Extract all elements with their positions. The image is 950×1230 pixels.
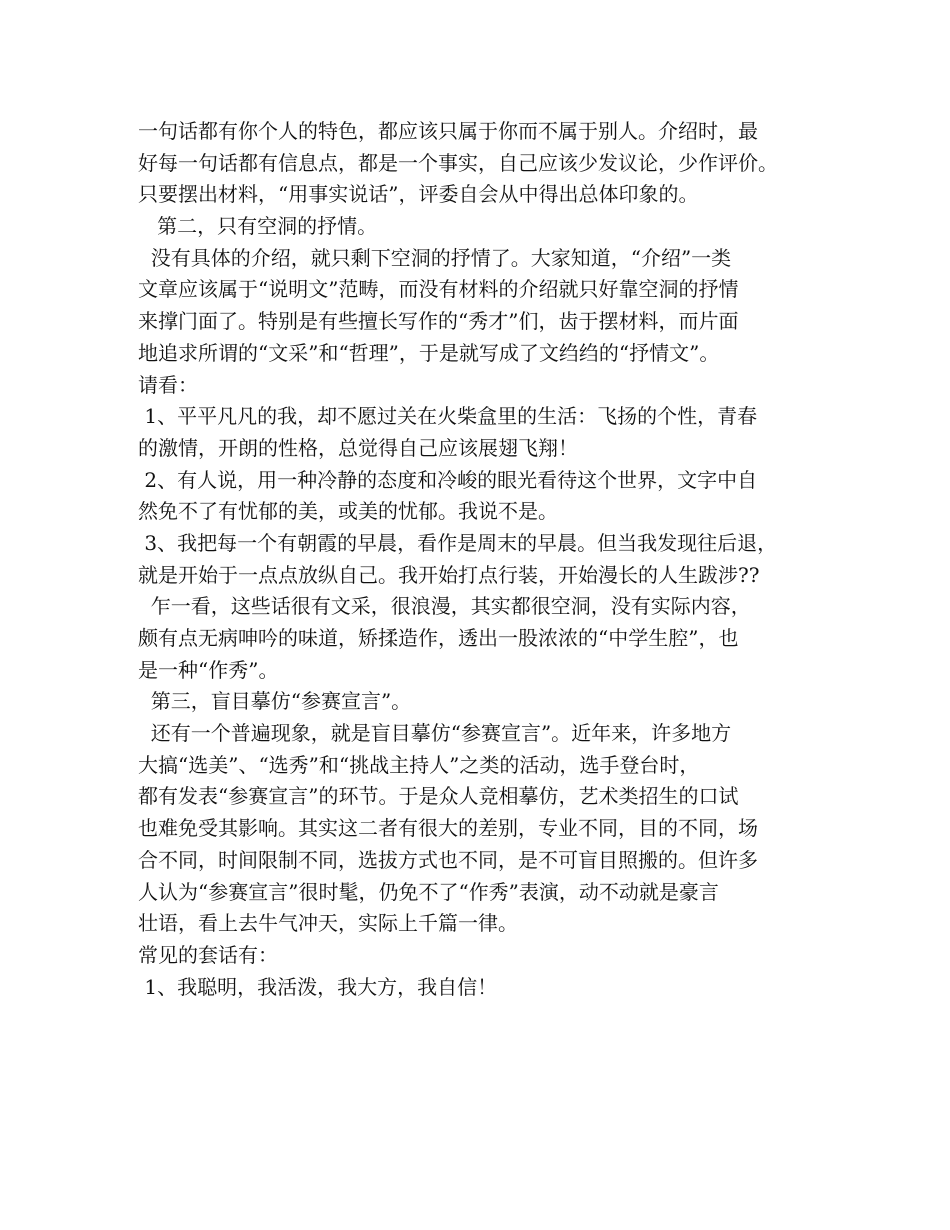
text-line: 只要摆出材料，“用事实说话”，评委自会从中得出总体印象的。	[138, 182, 699, 207]
text-line: 然免不了有忧郁的美，或美的忧郁。我说不是。	[138, 499, 558, 524]
section-heading: 第三，盲目摹仿“参赛宣言”。	[138, 689, 412, 714]
text-line: 文章应该属于“说明文”范畴，而没有材料的介绍就只好靠空洞的抒情	[138, 277, 739, 302]
text-line: 好每一句话都有信息点，都是一个事实，自己应该少发议论，少作评价。	[138, 150, 778, 175]
section-heading: 第二，只有空洞的抒情。	[138, 214, 378, 239]
text-line: 大搞“选美”、“选秀”和“挑战主持人”之类的活动，选手登台时，	[138, 752, 700, 777]
text-line: 合不同，时间限制不同，选拔方式也不同，是不可盲目照搬的。但许多	[138, 847, 758, 872]
text-line: 请看：	[138, 372, 198, 397]
text-line: 壮语，看上去牛气冲天，实际上千篇一律。	[138, 911, 518, 936]
document-body	[138, 116, 818, 1003]
text-line: 就是开始于一点点放纵自己。我开始打点行装，开始漫长的人生跋涉??	[138, 562, 760, 587]
list-item: 1、我聪明，我活泼，我大方，我自信！	[138, 974, 498, 999]
list-item: 3、我把每一个有朝霞的早晨，看作是周末的早晨。但当我发现往后退，	[138, 530, 778, 555]
text-line: 没有具体的介绍，就只剩下空洞的抒情了。大家知道，“介绍”一类	[138, 245, 732, 270]
text-line: 一句话都有你个人的特色，都应该只属于你而不属于别人。介绍时，最	[138, 119, 758, 143]
text-line: 是一种“作秀”。	[138, 657, 279, 682]
text-line: 也难免受其影响。其实这二者有很大的差别，专业不同，目的不同，场	[138, 816, 758, 841]
list-item: 1、平平凡凡的我，却不愿过关在火柴盒里的生活：飞扬的个性，青春	[138, 404, 758, 429]
list-item: 2、有人说，用一种冷静的态度和冷峻的眼光看待这个世界，文字中自	[138, 467, 758, 492]
text-line: 颇有点无病呻吟的味道，矫揉造作，透出一股浓浓的“中学生腔”，也	[138, 626, 739, 650]
text-line: 乍一看，这些话很有文采，很浪漫，其实都很空洞，没有实际内容，	[138, 594, 751, 619]
text-line: 人认为“参赛宣言”很时髦，仍免不了“作秀”表演，动不动就是豪言	[138, 879, 719, 904]
text-line: 的激情，开朗的性格，总觉得自己应该展翅飞翔！	[138, 435, 578, 460]
text-line: 地追求所谓的“文采”和“哲理”，于是就写成了文绉绉的“抒情文”。	[138, 340, 720, 365]
text-line: 来撑门面了。特别是有些擅长写作的“秀才”们，齿于摆材料，而片面	[138, 309, 739, 334]
text-line: 都有发表“参赛宣言”的环节。于是众人竞相摹仿，艺术类招生的口试	[138, 784, 739, 809]
text-line: 还有一个普遍现象，就是盲目摹仿“参赛宣言”。近年来，许多地方	[138, 721, 732, 746]
text-line: 常见的套话有：	[138, 942, 278, 967]
